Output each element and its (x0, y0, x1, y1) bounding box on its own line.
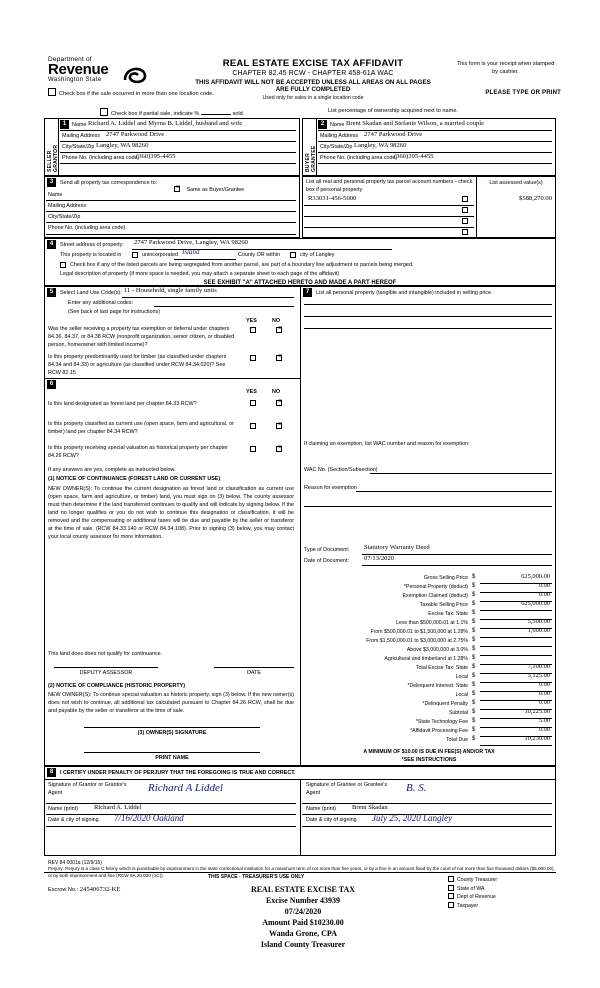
tax-row-label: Agricultural and timberland at 1.28% (384, 656, 468, 662)
form-rev-number: REV 84 0001a (12/9/15) (48, 860, 102, 866)
tax-row-dollar-sign: $ (472, 610, 476, 616)
tax-row-dollar-sign: $ (472, 619, 476, 625)
tax-row-dollar-sign: $ (472, 655, 476, 661)
tax-row-label: *State Technology Fee (415, 719, 468, 725)
tax-row-label: Less than $500,000.01 at 1.1% (396, 620, 468, 626)
perjury-note: Perjury: Perjury is a class C felony which is punishable by imprisonment in the state correctional institution for a maximum term of not more than five years, or by a fine in an amount fixed by the court of not more than five thousand dollars ($5,000.00), or by both imprisonment and fine (RCW 9A.20.020 (1C)). (48, 866, 555, 878)
exhibit-a-text: SEE EXHIBIT "A" ATTACHED HERETO AND MADE A PART HEREOF (203, 280, 397, 286)
doc-date-label: Date of Document: (304, 558, 349, 564)
enter-codes-label: Enter any additional codes: (68, 300, 134, 306)
personal-property-label: List all personal property (tangible and intangible) included in selling price. (316, 290, 493, 296)
section-6-number: 6 (47, 380, 56, 389)
county-handwritten[interactable]: Island (182, 248, 200, 256)
seller-phone-value[interactable]: (360)395-4455 (136, 153, 176, 160)
grantee-signature-label: Signature of Grantee or Grantee's Agent (306, 782, 388, 796)
tax-row-value[interactable]: 7,100.00 (527, 663, 550, 670)
personal-prop-checkbox-4[interactable] (462, 229, 468, 235)
section-3-number: 3 (47, 178, 56, 187)
tax-row (304, 638, 554, 647)
treasurer-copy-checkbox[interactable] (448, 876, 454, 882)
buyer-name-label: Name (330, 122, 345, 128)
tax-row-value[interactable]: 0.00 (538, 582, 550, 589)
parcels-header: List all real and personal property tax parcel account numbers - check box if personal property (306, 179, 473, 193)
s6-q1-no-checkbox[interactable] (276, 400, 282, 406)
buyer-phone-value[interactable]: (360)395-4455 (394, 153, 434, 160)
grantee-name-label: Name (print) (306, 806, 336, 812)
land-use-label: Select Land Use Code(s): (60, 290, 122, 296)
s5-q1-no-checkbox[interactable] (276, 327, 282, 333)
personal-prop-checkbox-1[interactable] (462, 196, 468, 202)
section-5-number: 5 (47, 288, 56, 297)
tax-row-rule (480, 745, 552, 746)
tax-row-dollar-sign: $ (472, 574, 476, 580)
tax-row-label: Subtotal (448, 710, 468, 716)
tax-row-value[interactable]: 0.00 (538, 726, 550, 733)
treasurer-copy-label: Dept of Revenue (457, 894, 496, 900)
tax-row-value[interactable]: 10,230.00 (524, 735, 550, 742)
tax-row-value[interactable]: 1,600.00 (527, 627, 550, 634)
grantee-name-value[interactable]: Brent Skadan (352, 804, 388, 811)
s5-q2-no-checkbox[interactable] (276, 355, 282, 361)
continuance-qualify-line[interactable] (48, 650, 162, 658)
escrow-label: Escrow No.: (48, 887, 79, 893)
multi-location-check[interactable] (48, 88, 214, 98)
tax-row-value[interactable]: 5,500.00 (527, 618, 550, 625)
certify-text: I CERTIFY UNDER PENALTY OF PERJURY THAT THE FOREGOING IS TRUE AND CORRECT. (60, 770, 296, 776)
tax-row-label: Exemption Claimed (deduct) (402, 593, 468, 599)
section-2-number: 2 (318, 120, 327, 129)
grantor-date-label: Date & city of signing (48, 817, 99, 823)
tax-row-value[interactable]: 0.00 (538, 591, 550, 598)
tax-row-dollar-sign: $ (472, 583, 476, 589)
reason-exemption-label: Reason for exemption (304, 485, 357, 491)
tax-row-value[interactable]: 0.00 (538, 690, 550, 697)
stamp-line-6: Island County Treasurer (260, 940, 346, 949)
owners-signature-label: (3) OWNER(S) SIGNATURE (137, 730, 207, 736)
multi-location-label: Check box if the sale occurred in more than one location code. (59, 91, 214, 97)
treasurer-copy-checklist (448, 876, 497, 910)
tax-row-label: From $500,000.01 to $1,500,000 at 1.28% (370, 629, 468, 635)
tax-row-value[interactable]: 0.00 (538, 699, 550, 706)
tax-row-dollar-sign: $ (472, 664, 476, 670)
dor-dept-label: Department of (48, 56, 92, 63)
swirl-icon (122, 60, 148, 86)
tax-row-dollar-sign: $ (472, 700, 476, 706)
seller-phone-label: Phone No. (including area code) (62, 155, 140, 161)
treasurer-copy-item[interactable] (448, 885, 497, 894)
multi-location-checkbox[interactable] (48, 88, 56, 96)
tax-row-label: *Delinquent Interest: State (407, 683, 468, 689)
tax-row-label: From $1,500,000.01 to $3,000,000 at 2.75% (366, 638, 468, 644)
tax-row-dollar-sign: $ (472, 709, 476, 715)
tax-row-label: Gross Selling Price (423, 575, 468, 581)
tax-row-dollar-sign: $ (472, 592, 476, 598)
escrow-row (48, 886, 120, 893)
buyer-mailing-label: Mailing Address (320, 133, 359, 139)
treasurer-copy-checkbox[interactable] (448, 885, 454, 891)
grantee-date-value[interactable]: July 25, 2020 Langley (372, 813, 452, 823)
grantee-signature-value[interactable]: B. S. (406, 782, 427, 794)
city-of-label: city of Langley (300, 252, 335, 258)
notice-compliance-title: (2) NOTICE OF COMPLIANCE (HISTORIC PROPERTY) (48, 683, 186, 689)
form-title-block (188, 58, 438, 101)
section-1-number: 1 (60, 120, 69, 129)
doc-type-label: Type of Document: (304, 547, 350, 553)
tax-row (304, 629, 554, 638)
county-or-label: County OR within (238, 252, 280, 258)
s6-q2-no-checkbox[interactable] (276, 423, 282, 429)
treasurer-copy-checkbox[interactable] (448, 893, 454, 899)
stamp-line-2: Excise Number 43939 (265, 896, 341, 905)
notice-continuance-text: NEW OWNER(S): To continue the current designation as forest land or classification as current use (open space, farm and agriculture, or timber) land, you must sign on (3) below. The county assessor must then determine if the land transferred continues to qualify and will indicate by signing below. If the land no longer qualifies or you do not wish to continue this designation or classification, it will be removed and the compensating or additional taxes will be due and payable by the seller or transferor at the time of sale. (RCW 84.33.140 or RCW 84.34.108). Prior to signing (3) below, you may contact your local county assessor for more information. (48, 486, 294, 540)
s6-q3: Is this property receiving special valuation as historical property per chapter 84.26 RCW? (48, 445, 228, 459)
city-checkbox[interactable] (290, 252, 296, 258)
dor-state-label: Washington State (48, 77, 102, 83)
minimum-fee-note: A MINIMUM OF $10.00 IS DUE IN FEE(S) AND/OR TAX (363, 749, 495, 755)
tax-row-dollar-sign: $ (472, 637, 476, 643)
partial-sale-label: Check box if partial sale, indicate % (111, 111, 200, 117)
parcel-number-value[interactable]: R33031-456-5000 (308, 195, 357, 202)
tax-row (304, 647, 554, 656)
tax-row (304, 737, 554, 746)
partial-sale-pct-input[interactable] (201, 114, 231, 115)
seller-name-label: Name (72, 122, 87, 128)
notice-compliance-text: NEW OWNER(S): To continue special valuation as historic property, sign (3) below. If the new owner(s) does not wish to continue, all additional tax calculated pursuant to Chapter 84.26 RCW, shall be due and payable by the seller or transferor at the time of sale. (48, 692, 294, 714)
tax-row-label: Total Due (446, 737, 468, 743)
form-notice: THIS AFFIDAVIT WILL NOT BE ACCEPTED UNLESS ALL AREAS ON ALL PAGES ARE FULLY COMPLETED (195, 79, 431, 93)
pct-ownership-note: List percentage of ownership acquired next to name. (328, 108, 458, 114)
grantor-date-value[interactable]: 7/16/2020 Oakland (114, 813, 184, 823)
print-name-label: PRINT NAME (155, 755, 189, 761)
notice-continuance-title: (1) NOTICE OF CONTINUANCE (FOREST LAND OR CURRENT USE) (48, 476, 221, 482)
stamp-line-3: 07/24/2020 (284, 907, 322, 916)
affidavit-form (38, 48, 562, 949)
unincorporated-checkbox[interactable] (132, 252, 138, 258)
s3-name-label: Name (48, 192, 63, 198)
personal-prop-checkbox-2[interactable] (462, 207, 468, 213)
buyer-citystate-value[interactable]: Langley, WA 98260 (354, 142, 407, 149)
s3-phone-label: Phone No. (including area code) (48, 225, 126, 231)
tax-row-label: *Delinquent Penalty (422, 701, 468, 707)
s3-citystate-label: City/State/Zip (48, 214, 81, 220)
seller-citystate-value[interactable]: Langley, WA 98260 (96, 142, 149, 149)
assessed-value[interactable]: $588,270.00 (519, 195, 552, 202)
treasurer-copy-label: State of WA (457, 885, 485, 892)
segregate-label: Check box if any of the listed parcels are being segregated from another parcel, are part of a boundary line adjustment or parcels being merged. (70, 262, 414, 268)
tax-row-label: Local (455, 674, 468, 680)
deputy-assessor-label: DEPUTY ASSESSOR (79, 670, 133, 676)
tax-row-dollar-sign: $ (472, 682, 476, 688)
doc-date-value[interactable]: 07/13/2020 (364, 555, 395, 562)
section-8-number: 8 (47, 768, 56, 777)
assessed-header: List assessed value(s) (489, 180, 543, 186)
treasurer-copy-item[interactable] (448, 902, 497, 911)
street-address-value[interactable]: 2747 Parkwood Drive, Langley, WA 98260 (134, 239, 248, 246)
treasurer-copy-label: Taxpayer (457, 902, 479, 909)
treasurer-copy-item[interactable] (448, 876, 497, 885)
see-back-label: (See back of last page for instructions) (68, 309, 160, 315)
exemption-claim-label: If claiming an exemption, list WAC number and reason for exemption: (304, 441, 470, 447)
s6-no-label: NO (272, 389, 281, 395)
s5-q2-yes-checkbox[interactable] (250, 355, 256, 361)
tax-row-value[interactable]: 5.00 (538, 717, 550, 724)
grantee-date-label: Date & city of signing (306, 817, 357, 823)
tax-row-dollar-sign: $ (472, 727, 476, 733)
tax-row-dollar-sign: $ (472, 718, 476, 724)
tax-row-dollar-sign: $ (472, 601, 476, 607)
same-as-buyer-label: Same as Buyer/Grantee (186, 187, 245, 193)
tax-row-dollar-sign: $ (472, 646, 476, 652)
seller-mailing-label: Mailing Address (62, 133, 101, 139)
treasurer-stamp (188, 884, 418, 950)
stamp-line-1: REAL ESTATE EXCISE TAX (250, 885, 356, 894)
tax-row-label: Excise Tax: State (428, 611, 468, 617)
s6-yes-label: YES (246, 389, 257, 395)
please-type-note: PLEASE TYPE OR PRINT (485, 90, 561, 96)
treasurer-copy-checkbox[interactable] (448, 902, 454, 908)
section-3-text: Send all property tax correspondence to: (60, 180, 158, 186)
continuance-qualify-text: This land does does not qualify for continuance. (48, 651, 163, 657)
grantor-signature-label: Signature of Grantor or Grantor's Agent (48, 782, 127, 796)
segregate-checkbox[interactable] (60, 262, 66, 268)
treasurer-copy-label: County Treasurer (457, 877, 498, 883)
tax-row-label: Local (455, 692, 468, 698)
s6-q3-yes-checkbox[interactable] (250, 446, 256, 452)
tax-row-value[interactable]: 0.00 (538, 681, 550, 688)
same-as-buyer-checkbox[interactable] (174, 186, 180, 192)
land-use-value[interactable]: 11 - Household, single family units (124, 287, 217, 294)
tax-row-value[interactable]: 625,000.00 (521, 600, 550, 607)
assessor-date-label: DATE (247, 670, 261, 676)
street-address-label: Street address of property: (60, 242, 124, 248)
seller-side-label: SELLER GRANTOR (47, 144, 59, 172)
tax-row-label: Total Excise Tax: State (415, 665, 468, 671)
escrow-number[interactable]: 245406732-KE (79, 886, 121, 893)
s6-q2-yes-checkbox[interactable] (250, 423, 256, 429)
grantor-name-value[interactable]: Richard A. Liddel (94, 804, 142, 811)
seller-citystate-label: City/State/Zip (62, 144, 95, 150)
partial-sale-checkbox[interactable] (100, 108, 108, 116)
tax-row-dollar-sign: $ (472, 673, 476, 679)
dor-revenue-label: Revenue (48, 61, 109, 78)
grantor-name-label: Name (print) (48, 806, 78, 812)
legal-desc-label: Legal description of property (if more space is needed, you may attach a separate sheet to each page of the affidavit) (60, 271, 340, 277)
form-title: REAL ESTATE EXCISE TAX AFFIDAVIT (222, 58, 404, 69)
section-4-number: 4 (47, 240, 56, 249)
s6-complete-note: If any answers are yes, complete as instructed below. (48, 467, 176, 473)
s6-q2: Is this property classified as current use (open space, farm and agricultural, or timber) land per chapter 84.34 RCW? (48, 421, 234, 435)
doc-type-value[interactable]: Statutory Warranty Deed (364, 544, 430, 551)
buyer-mailing-value[interactable]: 2747 Parkwood Drive (364, 131, 423, 138)
seller-name-value[interactable]: Richard A. Liddel and Myrna B. Liddel, husband and wife (88, 120, 243, 127)
s5-no-label: NO (272, 318, 281, 324)
form-chapter: CHAPTER 82.45 RCW - CHAPTER 458-61A WAC (232, 70, 394, 77)
tax-row-dollar-sign: $ (472, 691, 476, 697)
receipt-note: This form is your receipt when stamped by cashier. (456, 61, 555, 75)
partial-sale-sold-label: sold. (232, 111, 245, 117)
buyer-side-label: BUYER GRANTEE (305, 145, 317, 172)
buyer-citystate-label: City/State/Zip (320, 144, 353, 150)
unincorporated-label: unincorporated (142, 252, 178, 258)
s6-q1: Is this land designated as forest land per chapter 84.33 RCW? (48, 401, 197, 407)
section-7-number: 7 (303, 288, 312, 297)
tax-row-value[interactable]: 625,000.00 (521, 573, 550, 580)
treasurer-space-label: THIS SPACE - TREASURER'S USE ONLY (208, 874, 305, 880)
partial-sale-check[interactable] (100, 108, 244, 117)
buyer-phone-label: Phone No. (including area code) (320, 155, 398, 161)
s5-q2: Is this property predominantly used for timber (as classified under chapters 84.34 and 84.33) or agriculture (as classified under RCW 84.34.020)? See RCW 82.15 (48, 354, 227, 376)
buyer-name-value[interactable]: Brent Skadan and Stefanie Wilson, a married couple (346, 120, 485, 127)
wac-number-label: WAC No. (Section/Subsection) (304, 467, 378, 473)
tax-row-label: *Affidavit Processing Fee (410, 728, 468, 734)
s3-mailing-label: Mailing Address (48, 203, 87, 209)
treasurer-copy-item[interactable] (448, 893, 497, 902)
tax-row-label: Above $3,000,000 at 3.0% (406, 647, 468, 653)
tax-row-label: Taxable Selling Price (419, 602, 468, 608)
tax-row-value[interactable]: 10,225.00 (524, 708, 550, 715)
personal-prop-checkbox-3[interactable] (462, 218, 468, 224)
stamp-line-4: Amount Paid $10230.00 (262, 918, 344, 927)
s6-q1-yes-checkbox[interactable] (250, 400, 256, 406)
form-single-location-note: Used only for sales in a single location code (262, 95, 364, 101)
tax-row-label: *Personal Property (deduct) (403, 584, 468, 590)
s5-yes-label: YES (246, 318, 257, 324)
see-instructions-note: *SEE INSTRUCTIONS (401, 757, 457, 763)
stamp-line-5: Wanda Grone, CPA (269, 929, 337, 938)
tax-row-dollar-sign: $ (472, 736, 476, 742)
grantor-signature-value[interactable]: Richard A Liddel (148, 782, 223, 794)
tax-row (304, 602, 554, 611)
s6-q3-no-checkbox[interactable] (276, 446, 282, 452)
tax-row-dollar-sign: $ (472, 628, 476, 634)
located-in-label: This property is located in (60, 252, 122, 258)
same-as-buyer-check[interactable] (174, 178, 245, 196)
s5-q1-yes-checkbox[interactable] (250, 327, 256, 333)
seller-mailing-value[interactable]: 2747 Parkwood Drive (106, 131, 165, 138)
s5-q1: Was the seller receiving a property tax exemption or deferral under chapters 84.36, 84.37, or 84.38 RCW (nonprofit organization, senior citizen, or disabled person, homeowner with limited income)? (48, 326, 235, 348)
tax-row-value[interactable]: 3,125.00 (527, 672, 550, 679)
